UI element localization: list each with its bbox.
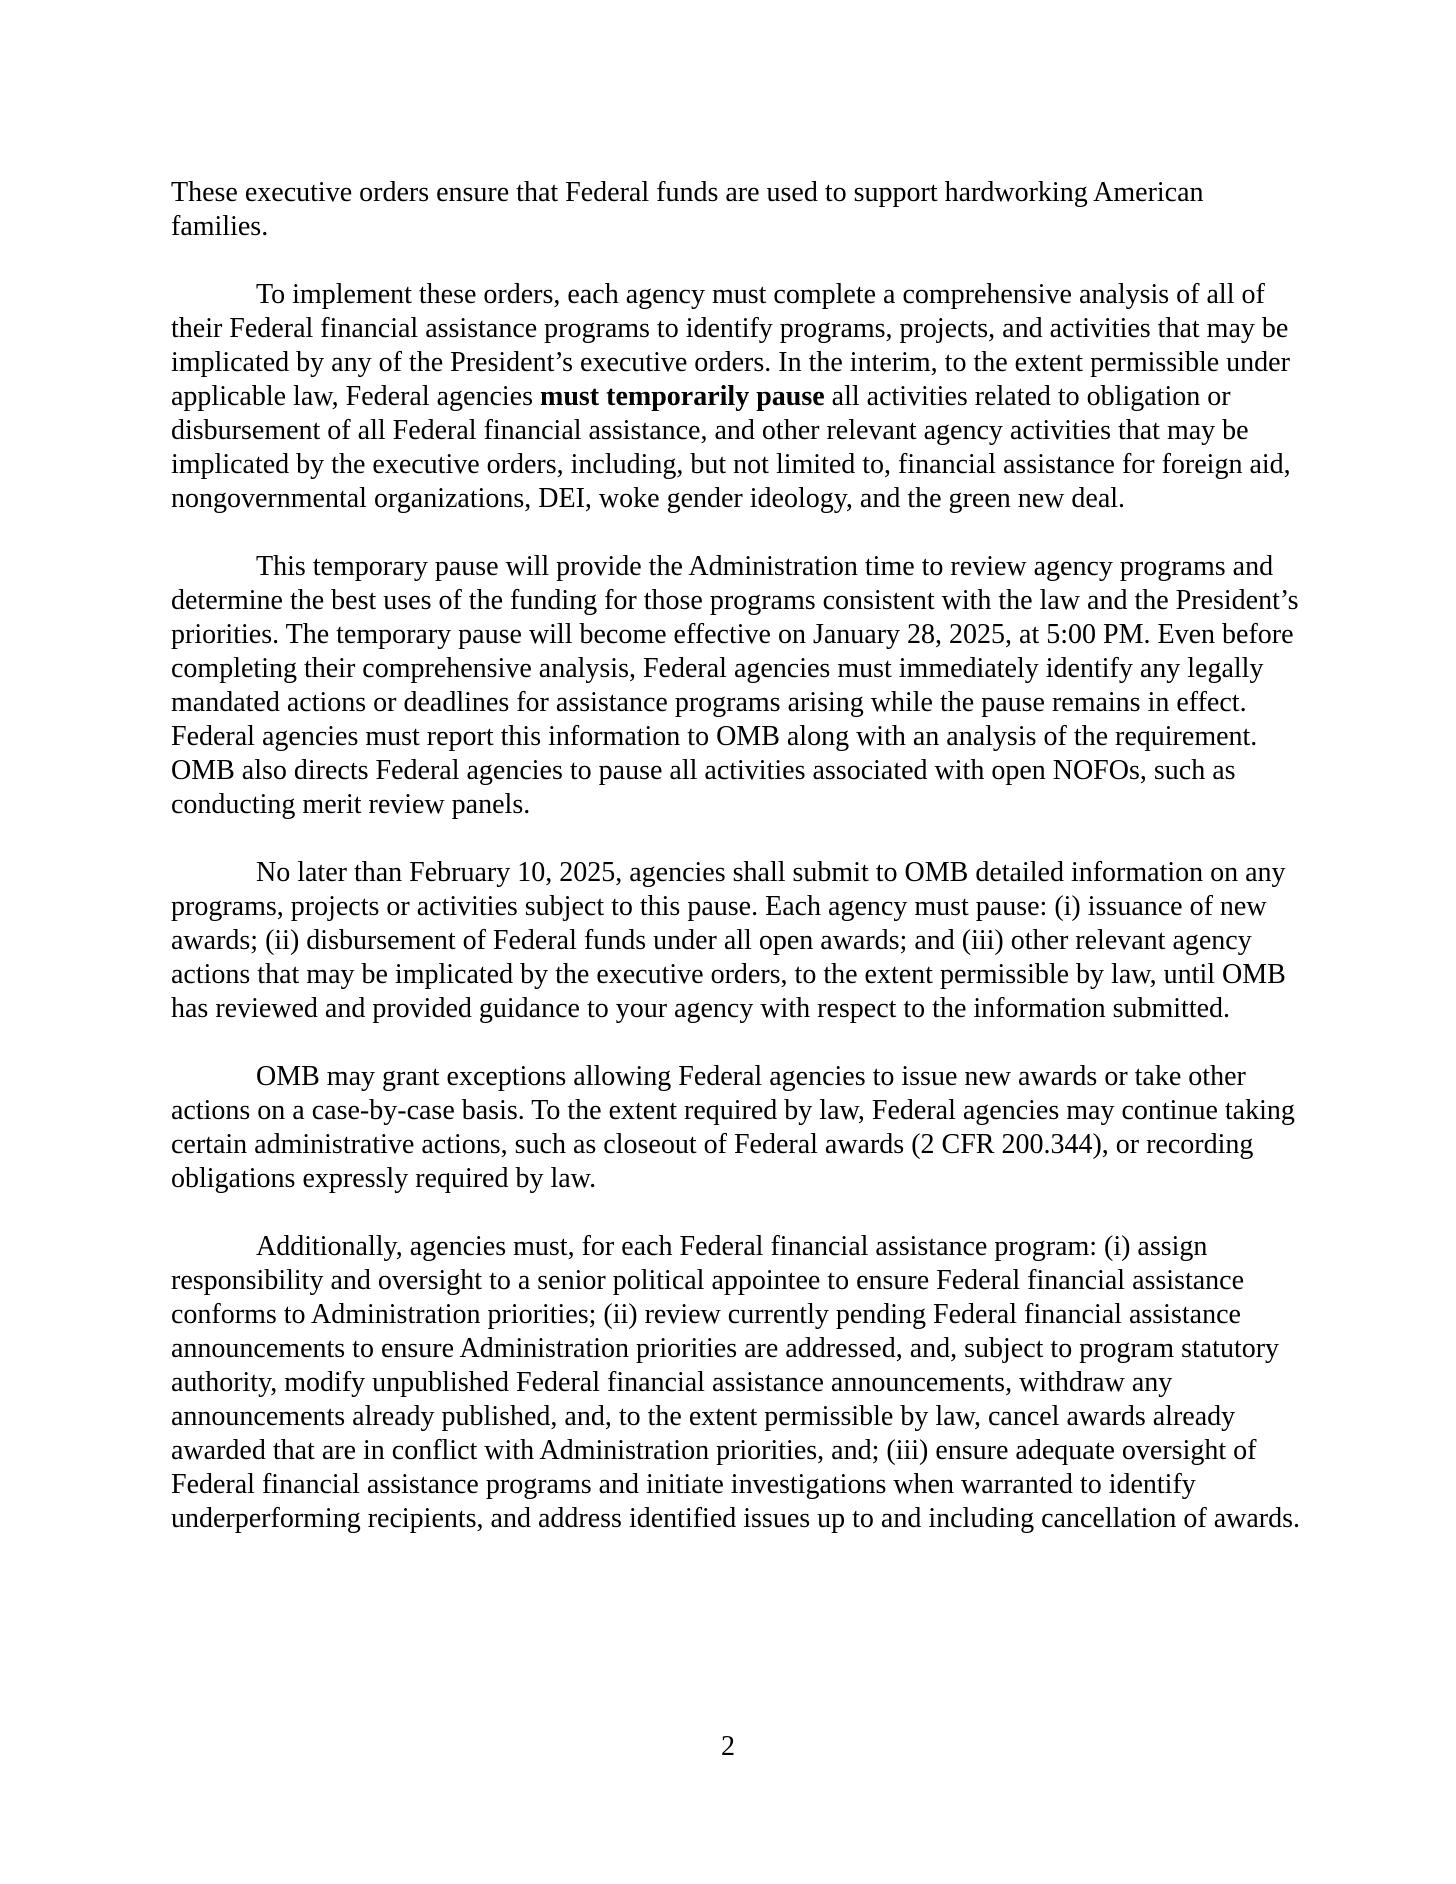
paragraph-2-before: To implement these orders, each agency must complete a comprehensive analysis of all of their Federal financial assistance programs to identify programs, projects, and activities that may be implicated by any of the President’s executive orders. In the interim, to the extent permissible under applicable law, Federal agencies: [171, 279, 1290, 412]
body-text: [171, 176, 1301, 1570]
paragraph-2-after: all activities related to obligation or disbursement of all Federal financial assistance, and other relevant agency activities that may be implicated by the executive orders, including, but not limited to, financial assistance for foreign aid, nongovernmental organizations, DEI, woke gender ideology, and the green new deal.: [171, 381, 1291, 514]
paragraph-2: [171, 278, 1301, 516]
paragraph-1: These executive orders ensure that Federal funds are used to support hardworking American families.: [171, 177, 1204, 242]
paragraph-3: This temporary pause will provide the Administration time to review agency programs and determine the best uses of the funding for those programs consistent with the law and the President’s priorities. The temporary pause will become effective on January 28, 2025, at 5:00 PM. Even before completing their comprehensive analysis, Federal agencies must immediately identify any legally mandated actions or deadlines for assistance programs arising while the pause remains in effect. Federal agencies must report this information to OMB along with an analysis of the requirement. OMB also directs Federal agencies to pause all activities associated with open NOFOs, such as conducting merit review panels.: [171, 551, 1299, 820]
page-number: 2: [721, 1731, 735, 1762]
paragraph-4: No later than February 10, 2025, agencies shall submit to OMB detailed information on any programs, projects or activities subject to this pause. Each agency must pause: (i) issuance of new awards; (ii) disbursement of Federal funds under all open awards; and (iii) other relevant agency actions that may be implicated by the executive orders, to the extent permissible by law, until OMB has reviewed and provided guidance to your agency with respect to the information submitted.: [171, 857, 1286, 1024]
paragraph-2-bold: must temporarily pause: [540, 381, 825, 412]
paragraph-5: OMB may grant exceptions allowing Federal agencies to issue new awards or take other actions on a case-by-case basis. To the extent required by law, Federal agencies may continue taking certain administrative actions, such as closeout of Federal awards (2 CFR 200.344), or recording obligations expressly required by law.: [171, 1061, 1295, 1194]
paragraph-6: Additionally, agencies must, for each Federal financial assistance program: (i) assign responsibility and oversight to a senior political appointee to ensure Federal financial assistance conforms to Administration priorities; (ii) review currently pending Federal financial assistance announcements to ensure Administration priorities are addressed, and, subject to program statutory authority, modify unpublished Federal financial assistance announcements, withdraw any announcements already published, and, to the extent permissible by law, cancel awards already awarded that are in conflict with Administration priorities, and; (iii) ensure adequate oversight of Federal financial assistance programs and initiate investigations when warranted to identify underperforming recipients, and address identified issues up to and including cancellation of awards.: [171, 1231, 1300, 1534]
